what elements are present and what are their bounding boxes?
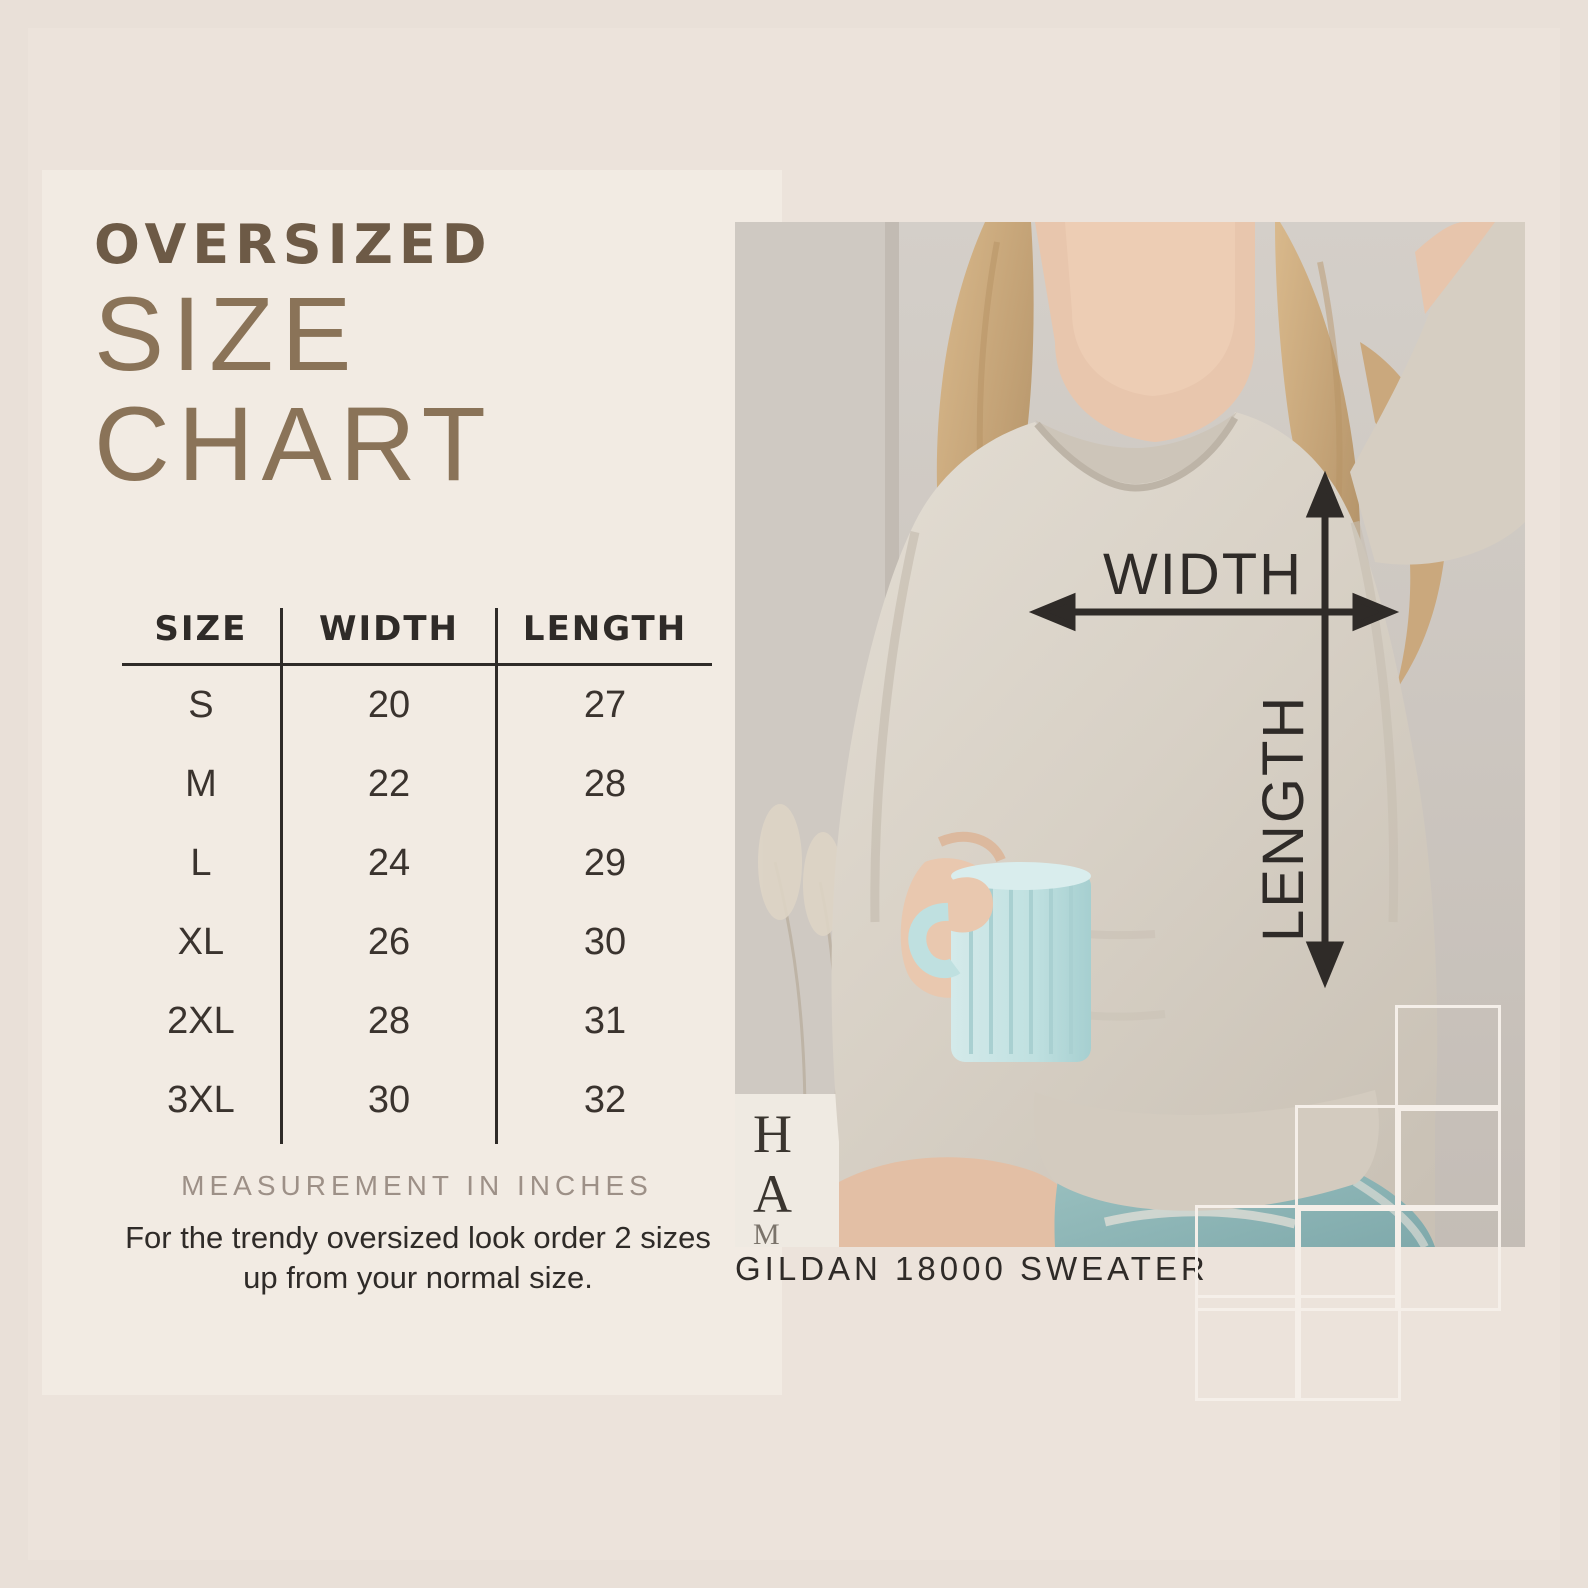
svg-text:H: H xyxy=(753,1104,792,1164)
title-block xyxy=(94,213,734,504)
size-chart-table xyxy=(122,608,712,1144)
cell-length: 31 xyxy=(497,982,712,1061)
table-row xyxy=(122,982,712,1061)
table-header-row xyxy=(122,608,712,665)
cell-width: 30 xyxy=(281,1061,496,1144)
cell-width: 24 xyxy=(281,824,496,903)
cell-width: 22 xyxy=(281,745,496,824)
decorative-squares xyxy=(1185,1005,1580,1400)
cell-length: 27 xyxy=(497,665,712,746)
cell-length: 28 xyxy=(497,745,712,824)
decor-square xyxy=(1395,1005,1501,1111)
decor-square xyxy=(1295,1295,1401,1401)
cell-length: 32 xyxy=(497,1061,712,1144)
svg-text:WIDTH: WIDTH xyxy=(1103,542,1304,607)
cell-size: S xyxy=(188,684,214,726)
svg-text:M: M xyxy=(753,1218,780,1247)
title-oversized: OVERSIZED xyxy=(94,213,493,276)
table-header xyxy=(122,608,712,665)
cell-size: M xyxy=(185,763,217,805)
table-body xyxy=(122,665,712,1145)
svg-text:A: A xyxy=(753,1164,792,1224)
column-header-size: SIZE xyxy=(154,609,248,649)
cell-width: 26 xyxy=(281,903,496,982)
column-header-length: LENGTH xyxy=(497,608,712,665)
decor-square xyxy=(1395,1105,1501,1211)
decor-square xyxy=(1295,1105,1401,1211)
size-chart-card xyxy=(42,170,782,1395)
cell-size: L xyxy=(190,842,212,884)
table-row xyxy=(122,824,712,903)
cell-width: 20 xyxy=(281,665,496,746)
title-chart: CHART xyxy=(94,386,494,504)
cell-size: 3XL xyxy=(167,1079,235,1121)
table-row xyxy=(122,665,712,746)
decor-square xyxy=(1195,1295,1301,1401)
cell-size: 2XL xyxy=(167,1000,235,1042)
table-row xyxy=(122,1061,712,1144)
measurement-note: MEASUREMENT IN INCHES xyxy=(181,1170,653,1201)
table-row xyxy=(122,745,712,824)
svg-text:LENGTH: LENGTH xyxy=(1251,694,1316,942)
ordering-note: For the trendy oversized look order 2 sizes up from your normal size. xyxy=(125,1220,711,1295)
decor-square xyxy=(1395,1205,1501,1311)
cell-size: XL xyxy=(177,921,225,963)
column-header-width: WIDTH xyxy=(281,608,496,665)
table-row xyxy=(122,903,712,982)
cell-width: 28 xyxy=(281,982,496,1061)
title-size: SIZE xyxy=(94,276,360,393)
photo-caption: GILDAN 18000 SWEATER xyxy=(735,1250,1209,1287)
cell-length: 29 xyxy=(497,824,712,903)
cell-length: 30 xyxy=(497,903,712,982)
